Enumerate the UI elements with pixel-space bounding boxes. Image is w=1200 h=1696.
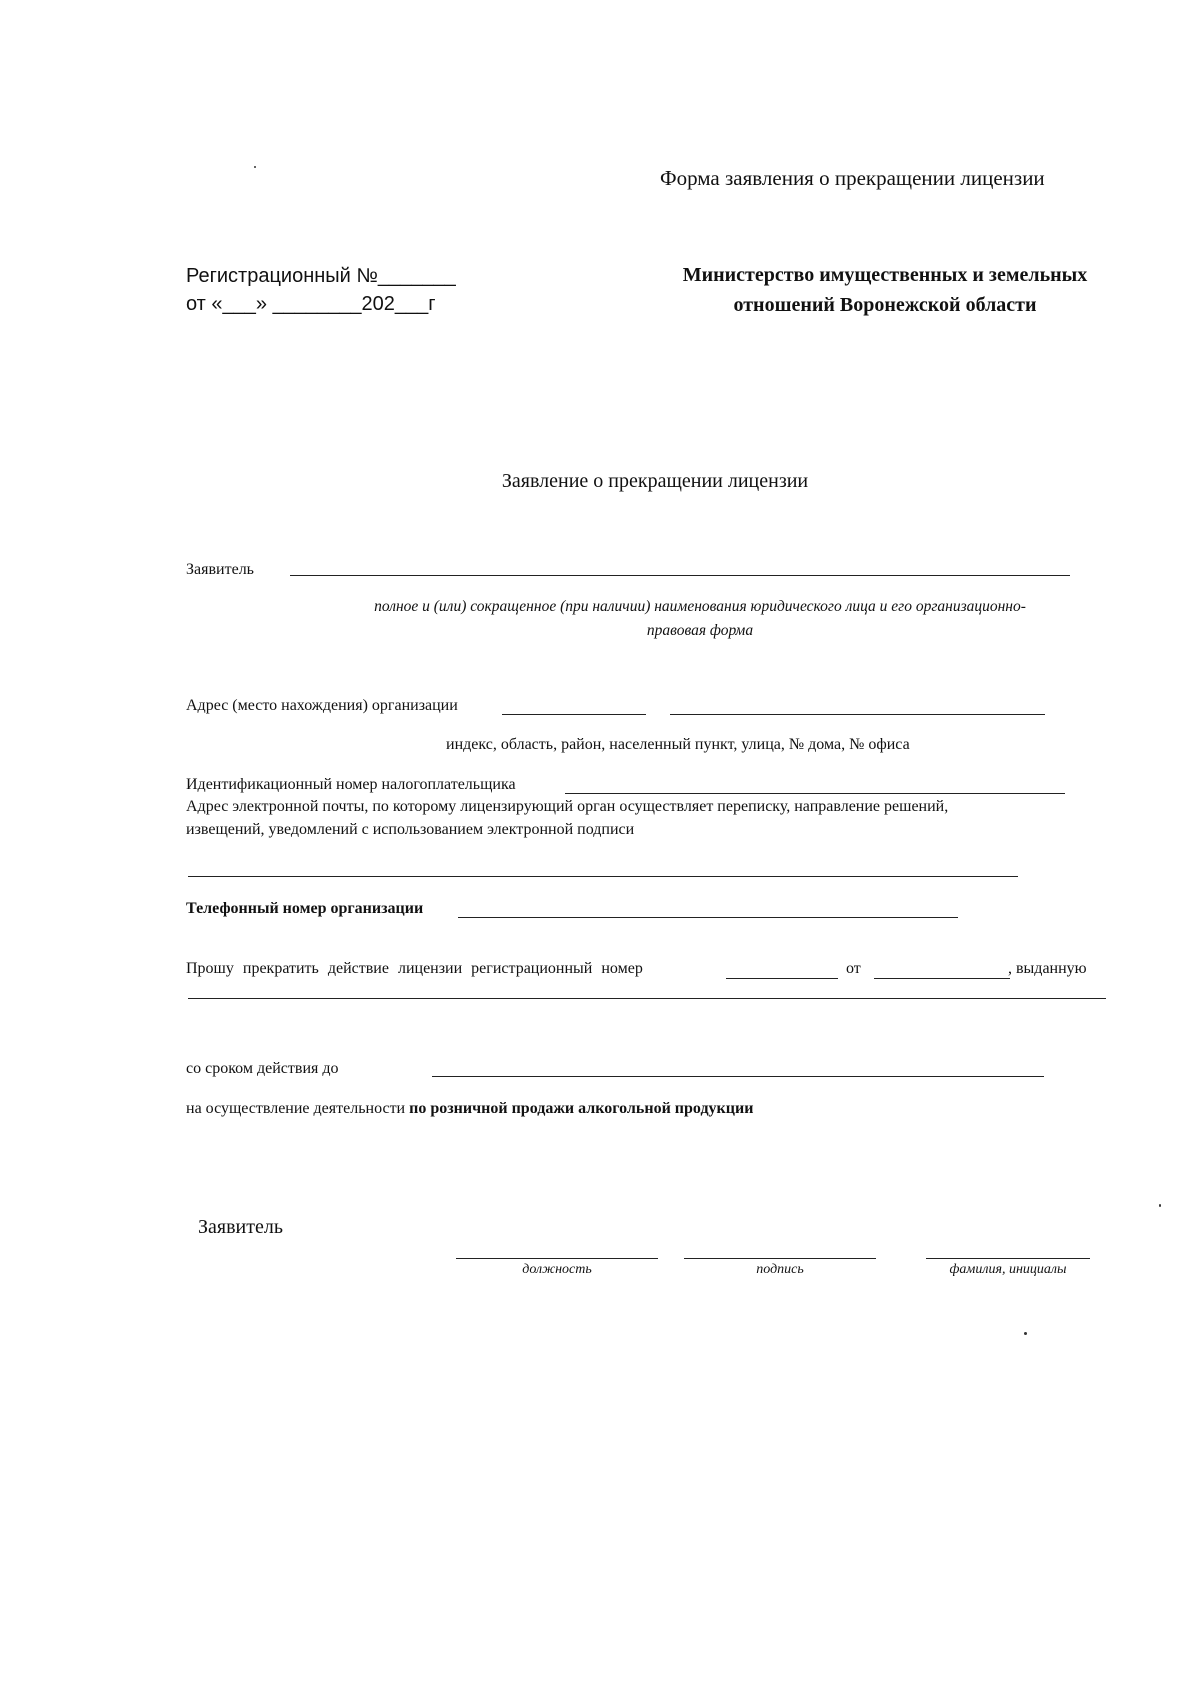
email-line (188, 876, 1018, 877)
validity-line (432, 1076, 1044, 1077)
request-issued: , выданную (1008, 960, 1087, 977)
address-hint: индекс, область, район, населенный пункт, улица, № дома, № офиса (446, 736, 910, 753)
signature-caption: подпись (756, 1262, 804, 1277)
name-line (926, 1258, 1090, 1259)
ministry-name (650, 260, 1120, 320)
activity-bold: по розничной продажи алкогольной продукции (409, 1100, 754, 1117)
document-title: Заявление о прекращении лицензии (501, 470, 809, 492)
name-caption: фамилия, инициалы (949, 1262, 1067, 1277)
ministry-name-line1: Министерство имущественных и земельных (682, 264, 1088, 286)
signature-line (684, 1258, 876, 1259)
email-text-line1: Адрес электронной почты, по которому лицензирующий орган осуществляет переписку, направление решений, (186, 798, 949, 815)
validity-label: со сроком действия до (186, 1060, 339, 1077)
request-from: от (846, 960, 861, 977)
license-number-line (726, 978, 838, 979)
activity-prefix: на осуществление деятельности (186, 1100, 410, 1117)
applicant-hint-line2: правовая форма (646, 622, 754, 639)
registration-block (186, 262, 456, 318)
inn-label: Идентификационный номер налогоплательщика (186, 776, 516, 793)
applicant-name-line (290, 575, 1070, 576)
registration-number-blank: _______ (377, 265, 456, 287)
phone-line (458, 917, 958, 918)
ministry-name-line2: отношений Воронежской области (733, 294, 1037, 316)
position-line (456, 1258, 658, 1259)
address-label: Адрес (место нахождения) организации (186, 697, 458, 714)
address-line-2 (670, 714, 1045, 715)
signature-applicant-label: Заявитель (198, 1216, 283, 1238)
inn-line (565, 793, 1065, 794)
form-title: Форма заявления о прекращении лицензии (660, 166, 1045, 190)
phone-label: Телефонный номер организации (186, 900, 424, 917)
registration-number-line (186, 262, 456, 290)
registration-label: Регистрационный № (186, 265, 378, 287)
scan-speck (1024, 1332, 1027, 1335)
applicant-hint-line1: полное и (или) сокращенное (при наличии) наименования юридического лица и его организационно- (374, 598, 1026, 615)
activity-text (186, 1100, 753, 1118)
position-caption: должность (522, 1262, 592, 1277)
issued-by-line (188, 998, 1106, 999)
registration-date-line: от «___» ________202___г (186, 293, 436, 315)
applicant-label: Заявитель (186, 561, 254, 578)
email-text-line2: извещений, уведомлений с использованием электронной подписи (186, 821, 635, 838)
address-line-1 (502, 714, 646, 715)
request-text: Прошу прекратить действие лицензии регистрационный номер (186, 960, 643, 977)
license-date-line (874, 978, 1010, 979)
scan-speck (1159, 1204, 1161, 1207)
scan-speck (254, 166, 256, 168)
